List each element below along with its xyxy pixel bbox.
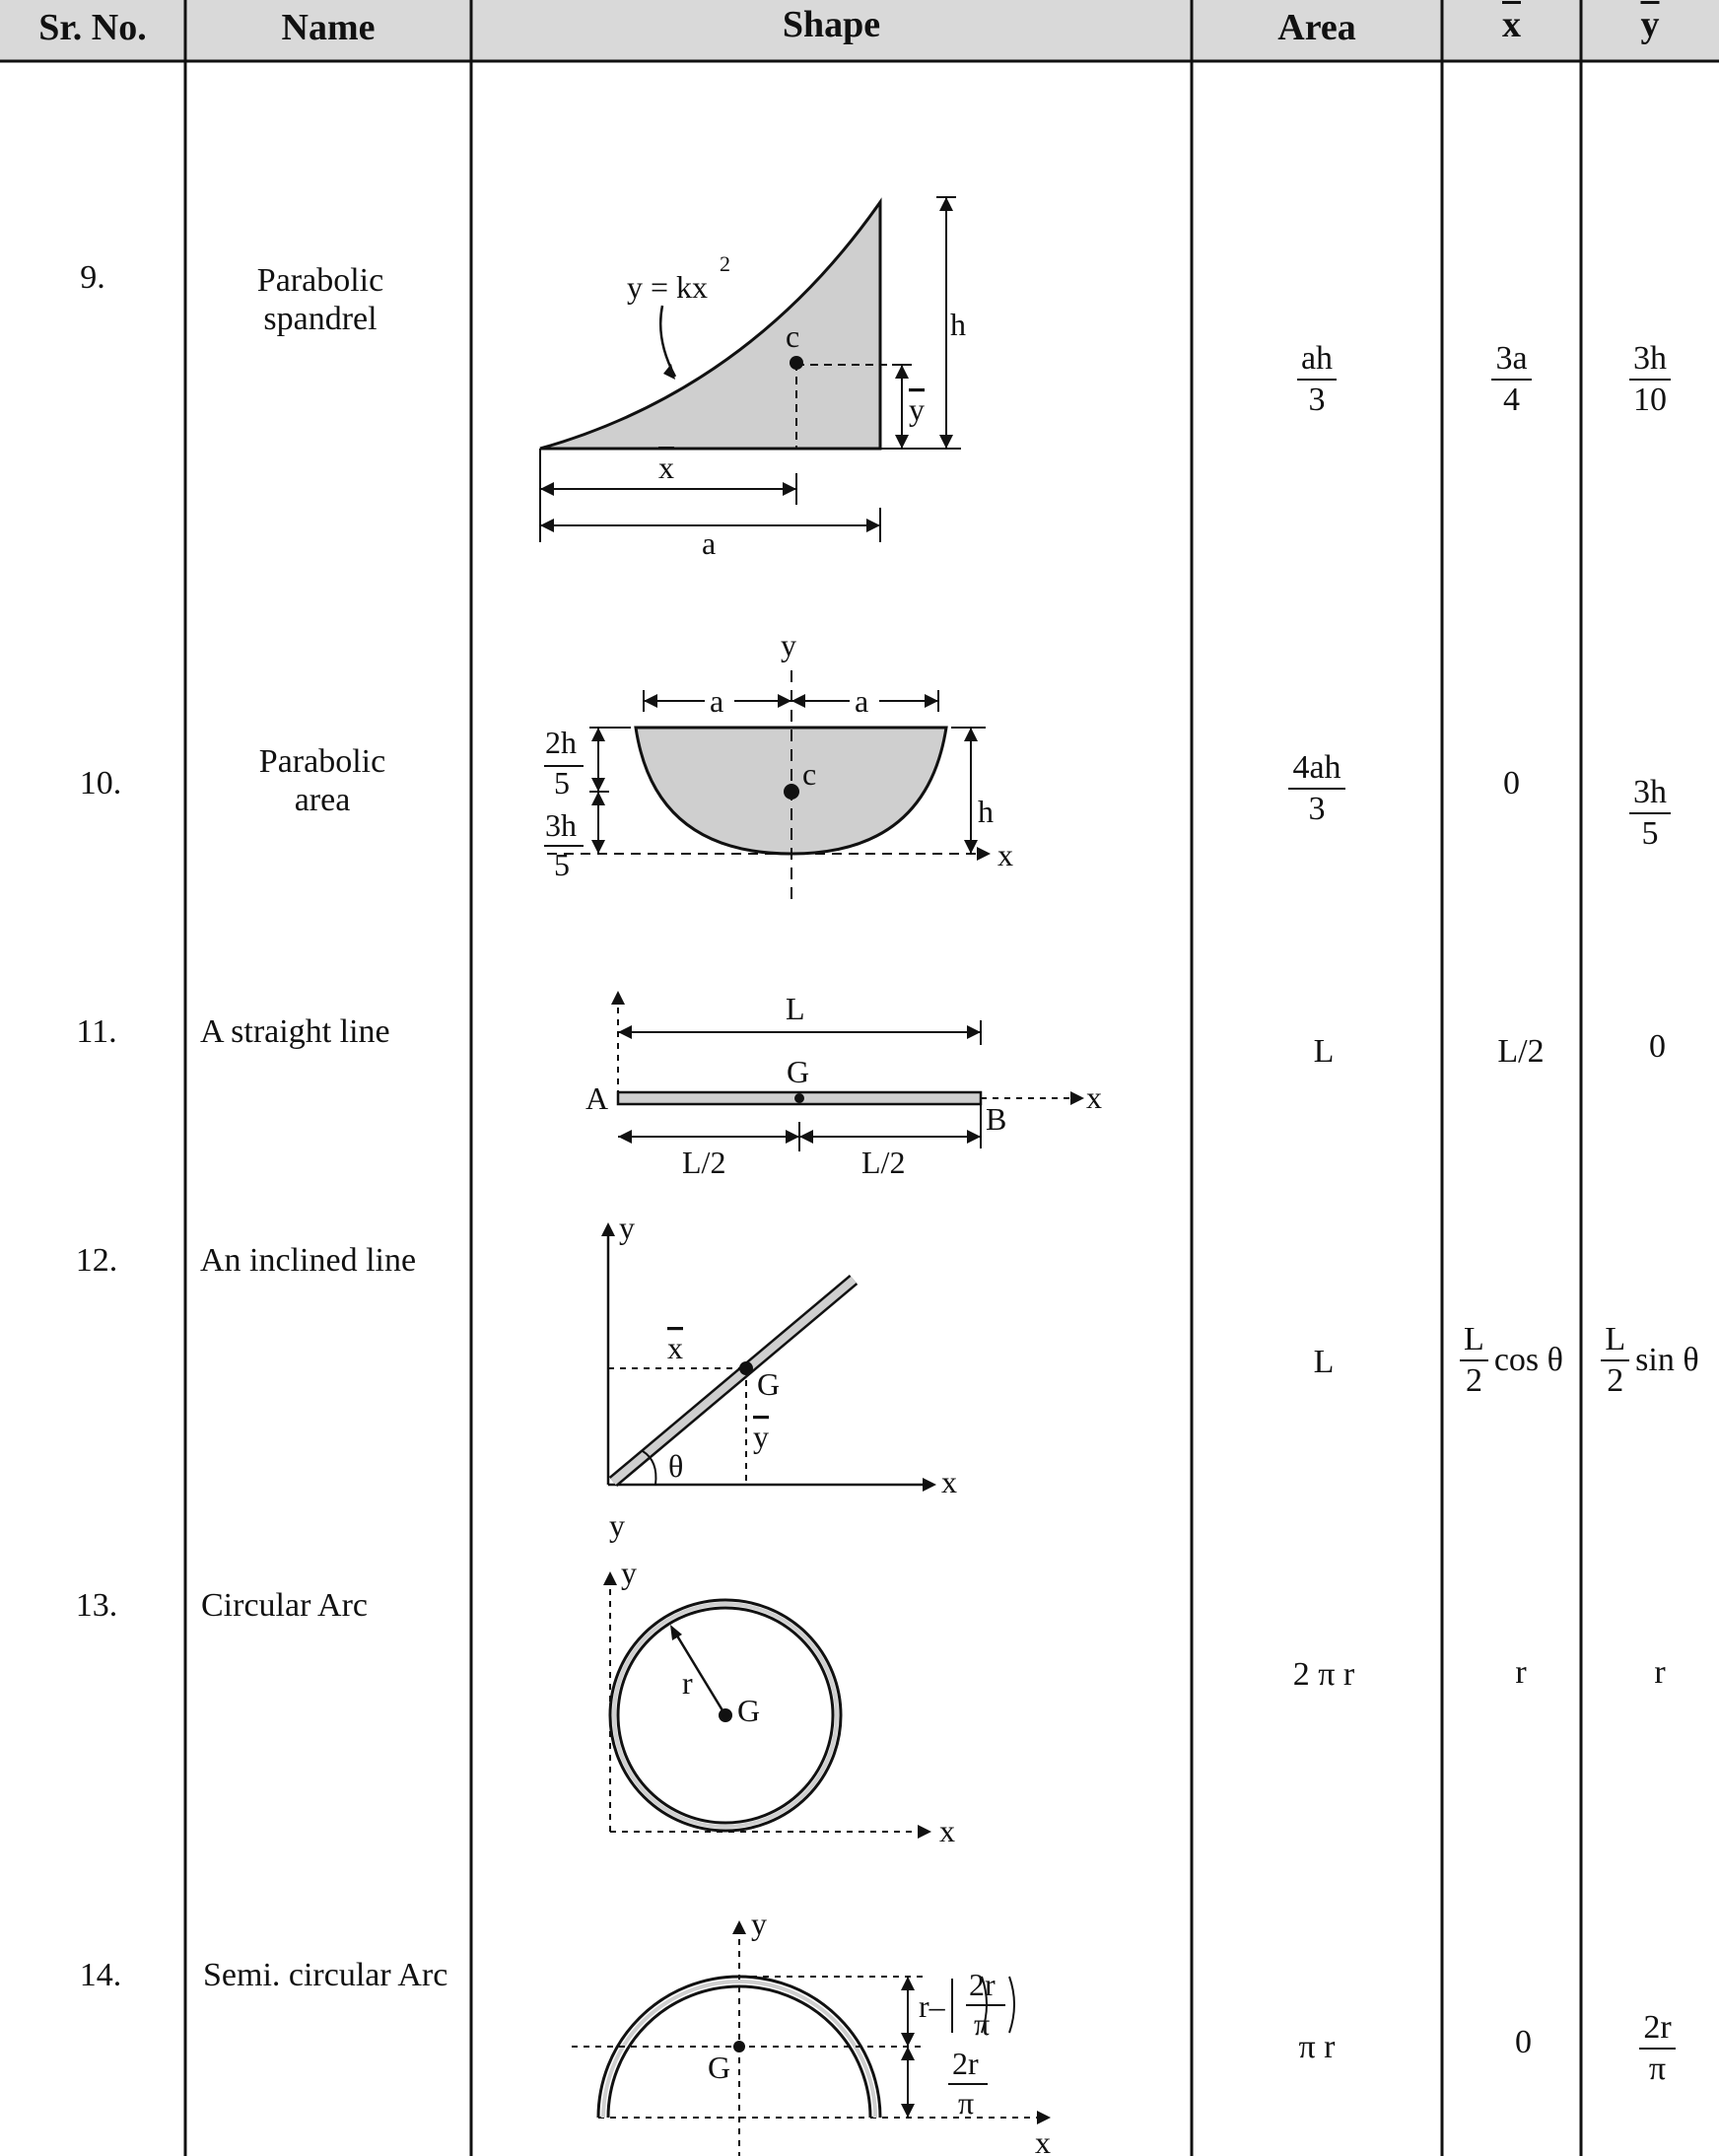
parabolic-x-axis-label: x [997,837,1013,872]
name-11: A straight line [200,1013,390,1051]
parabolic-a-left-label: a [710,683,724,719]
name-10-line1: Parabolic [258,742,386,780]
header-x-bar: $\overline{x}$ [1502,4,1521,46]
ybar-12-den: 2 [1607,1362,1624,1399]
ybar-9-den: 10 [1633,382,1667,418]
ybar-14-den: π [1648,2050,1667,2087]
spandrel-c-label: c [786,318,800,354]
semi-bot-num: 2r [952,2046,979,2081]
semi-bot-den: π [958,2085,975,2121]
ybar-13: r [1654,1654,1666,1692]
area-13: 2 π r [1292,1656,1355,1694]
semi-G-label: G [708,2050,731,2085]
area-9-den: 3 [1308,382,1326,418]
name-9-line1: Parabolic [256,261,384,299]
xbar-11: L/2 [1497,1033,1545,1071]
xbar-12-num: L [1460,1322,1488,1361]
inclined-theta-label: θ [668,1448,684,1484]
arc-y-axis-label: y [621,1555,637,1590]
inclined-ybar-label: y [753,1419,769,1454]
line-half-left-label: L/2 [682,1145,726,1180]
parabolic-h-label: h [978,794,994,829]
parabolic-a-right-label: a [855,683,869,719]
parabolic-frac1-num: 2h [545,725,577,760]
ybar-10-num: 3h [1629,775,1671,814]
line-half-right-label: L/2 [861,1145,906,1180]
xbar-9-den: 4 [1503,382,1520,418]
area-12: L [1313,1344,1335,1381]
ybar-12-num: L [1601,1322,1629,1361]
header-area: Area [1277,7,1356,49]
xbar-13: r [1515,1654,1527,1692]
parabolic-y-axis-label: y [781,627,796,662]
area-10-den: 3 [1308,791,1326,827]
ybar-14-num: 2r [1639,2010,1675,2050]
arc-r-label: r [682,1665,693,1701]
header-shape: Shape [782,4,881,46]
header-sr-no: Sr. No. [38,7,147,49]
spandrel-a-label: a [702,525,717,561]
semi-x-axis-label: x [1035,2124,1051,2156]
arc-G-label: G [737,1693,761,1728]
sr-no-13: 13. [75,1587,118,1625]
area-10-num: 4ah [1288,750,1344,790]
semi-y-axis-label: y [751,1906,767,1941]
line-L-label: L [786,991,805,1026]
sr-no-12: 12. [75,1242,118,1280]
area-11: L [1313,1033,1335,1071]
line-B-label: B [986,1101,1007,1137]
line-A-label: A [585,1080,609,1116]
inclined-x-axis-label: x [941,1464,957,1499]
ybar-11: 0 [1649,1028,1666,1066]
header-name: Name [281,7,376,49]
xbar-10: 0 [1503,765,1520,802]
area-9-num: ah [1297,341,1337,381]
inclined-G-label: G [757,1366,781,1402]
name-9-line2: spandrel [263,301,378,337]
arc-y-outer-label: y [609,1507,625,1543]
semi-top-prefix: r– [919,1988,945,2024]
spandrel-xbar-label: x [658,450,674,485]
spandrel-exponent: 2 [720,251,730,276]
spandrel-h-label: h [950,307,966,342]
parabolic-frac2-num: 3h [545,807,577,843]
area-14: π r [1298,2029,1336,2066]
parabolic-frac2-den: 5 [554,847,570,882]
name-14: Semi. circular Arc [203,1957,448,1994]
parabolic-frac1-den: 5 [554,765,570,800]
semi-top-num: 2r [969,1967,996,2002]
semi-top-den: π [974,2006,991,2042]
ybar-9-num: 3h [1629,341,1671,381]
sr-no-9: 9. [80,259,105,297]
xbar-12-suffix: cos θ [1493,1342,1563,1379]
header-y-bar: $\overline{y}$ [1640,4,1660,46]
parabolic-c-label: c [802,756,817,792]
sr-no-11: 11. [76,1013,117,1051]
ybar-12-suffix: sin θ [1635,1342,1699,1379]
sr-no-10: 10. [79,765,122,802]
name-12: An inclined line [200,1242,417,1280]
ybar-10-den: 5 [1641,815,1659,852]
xbar-9-num: 3a [1491,341,1531,381]
inclined-y-axis-label: y [619,1210,635,1245]
xbar-12-den: 2 [1465,1362,1482,1399]
spandrel-equation: y = kx [627,269,709,305]
arc-x-axis-label: x [939,1813,955,1848]
line-x-axis-label: x [1086,1079,1102,1115]
spandrel-ybar-label: y [909,391,925,427]
sr-no-14: 14. [79,1957,122,1994]
inclined-xbar-label: x [667,1330,683,1365]
name-13: Circular Arc [201,1587,368,1625]
name-10-line2: area [294,782,351,818]
line-G-label: G [787,1054,810,1089]
xbar-14: 0 [1515,2024,1532,2061]
